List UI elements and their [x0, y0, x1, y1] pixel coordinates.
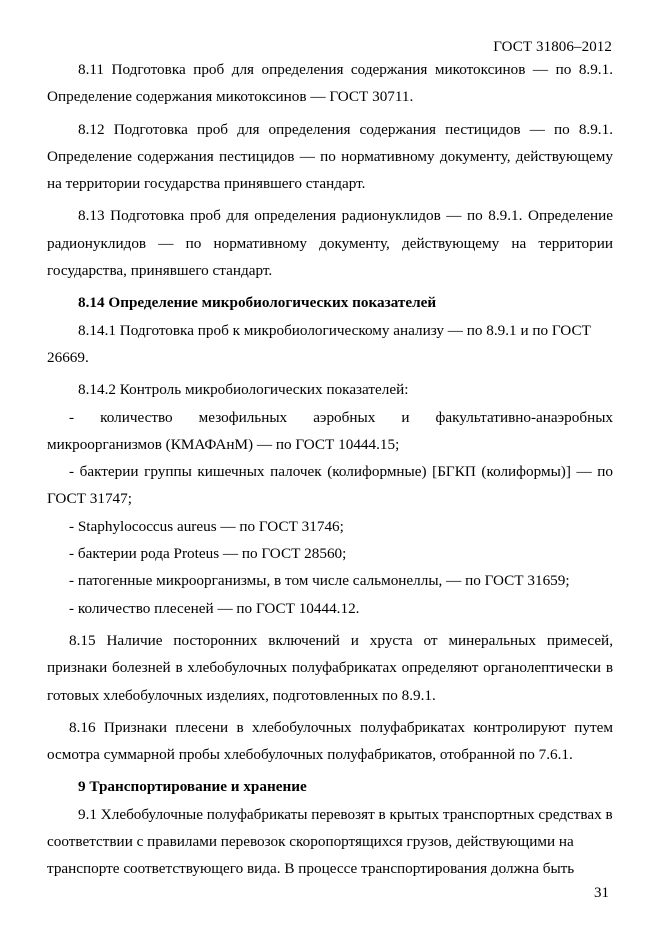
paragraph-9-1: 9.1 Хлебобулочные полуфабрикаты перевозят в крытых транспортных средствах в соответствии с правилами перевозок скоропортящихся грузов, действующими на транспорте соответствующего вида. В процессе транспортирования должна быть — [47, 805, 613, 878]
paragraph-8-13: 8.13 Подготовка проб для определения радионуклидов — по 8.9.1. Определение радионуклидов — по нормативному документу, действующему на территории государства, принявшего стандарт. — [47, 207, 613, 280]
list-item: - количество мезофильных аэробных и факультативно-анаэробных микроорганизмов (КМАФАнМ) — по ГОСТ 10444.15; — [47, 408, 613, 453]
list-item: - количество плесеней — по ГОСТ 10444.12. — [69, 599, 360, 617]
list-item: - бактерии группы кишечных палочек (колиформные) [БГКП (колиформы)] — по ГОСТ 31747; — [47, 463, 613, 508]
paragraph-8-14-2: 8.14.2 Контроль микробиологических показателей: — [78, 381, 409, 399]
paragraph-8-12: 8.12 Подготовка проб для определения содержания пестицидов — по 8.9.1. Определение содержания пестицидов — по нормативному документу, действующему на территории государства принявшего стандарт. — [47, 120, 613, 193]
paragraph-8-16: 8.16 Признаки плесени в хлебобулочных полуфабрикатах контролируют путем осмотра суммарной пробы хлебобулочных полуфабрикатов, отобранной по 7.6.1. — [47, 718, 613, 764]
list-item: - Staphylococcus aureus — по ГОСТ 31746; — [69, 517, 344, 535]
document-body — [47, 56, 613, 883]
paragraph-8-11: 8.11 Подготовка проб для определения содержания микотоксинов — по 8.9.1. Определение содержания микотоксинов — ГОСТ 30711. — [47, 61, 613, 106]
list-item: - бактерии рода Proteus — по ГОСТ 28560; — [69, 545, 347, 563]
list-item: - патогенные микроорганизмы, в том числе сальмонеллы, — по ГОСТ 31659; — [69, 572, 570, 590]
page-header-standard: ГОСТ 31806–2012 — [493, 39, 612, 55]
paragraph-8-14-1: 8.14.1 Подготовка проб к микробиологическому анализу — по 8.9.1 и по ГОСТ 26669. — [47, 321, 591, 366]
section-heading-9: 9 Транспортирование и хранение — [78, 778, 307, 796]
page-number: 31 — [594, 885, 609, 901]
paragraph-8-15: 8.15 Наличие посторонних включений и хруста от минеральных примесей, признаки болезней в хлебобулочных полуфабрикатах определяют органолептически в готовых хлебобулочных изделиях, подготовленных по 8.9.1. — [47, 631, 613, 704]
section-heading-8-14: 8.14 Определение микробиологических показателей — [78, 294, 437, 312]
